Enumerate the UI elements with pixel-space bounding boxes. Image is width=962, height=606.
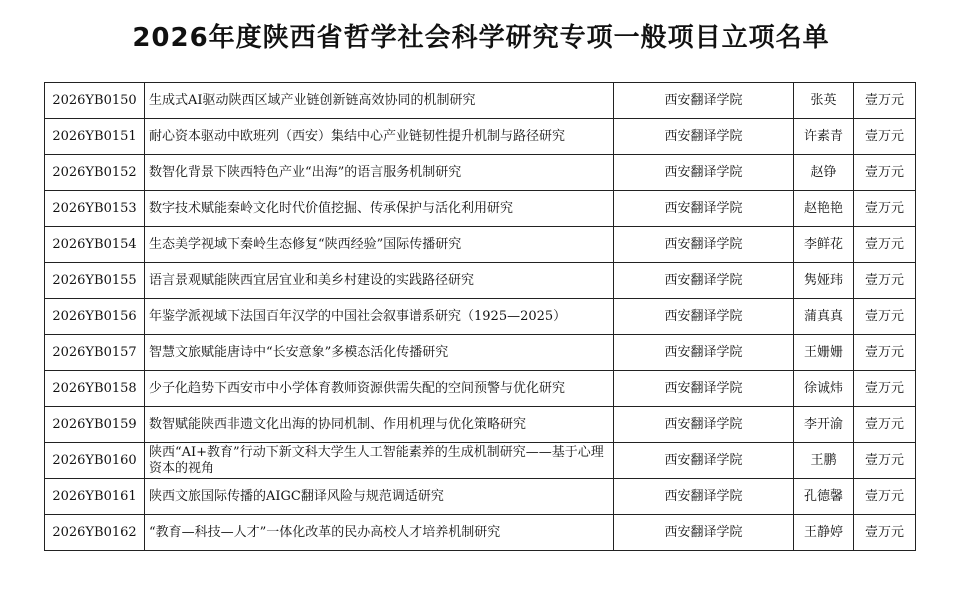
- organization-cell: 西安翻译学院: [614, 479, 794, 515]
- page-title: 2026年度陕西省哲学社会科学研究专项一般项目立项名单: [132, 23, 830, 53]
- organization-cell: 西安翻译学院: [614, 407, 794, 443]
- funding-amount-cell: 壹万元: [854, 227, 916, 263]
- organization-cell: 西安翻译学院: [614, 83, 794, 119]
- organization-cell: 西安翻译学院: [614, 263, 794, 299]
- organization-cell: 西安翻译学院: [614, 227, 794, 263]
- funding-amount-cell: 壹万元: [854, 191, 916, 227]
- table-row: [45, 335, 916, 371]
- principal-investigator-cell: 许素青: [794, 119, 854, 155]
- funding-amount-cell: 壹万元: [854, 119, 916, 155]
- organization-cell: 西安翻译学院: [614, 443, 794, 479]
- organization-cell: 西安翻译学院: [614, 191, 794, 227]
- table-row: [45, 407, 916, 443]
- funding-amount-cell: 壹万元: [854, 83, 916, 119]
- organization-cell: 西安翻译学院: [614, 335, 794, 371]
- project-name-cell: 年鉴学派视域下法国百年汉学的中国社会叙事谱系研究（1925—2025）: [145, 299, 614, 335]
- project-id-cell: 2026YB0152: [45, 155, 145, 191]
- project-id-cell: 2026YB0162: [45, 515, 145, 551]
- funding-amount-cell: 壹万元: [854, 263, 916, 299]
- principal-investigator-cell: 隽娅玮: [794, 263, 854, 299]
- project-name-cell: 智慧文旅赋能唐诗中“长安意象”多模态活化传播研究: [145, 335, 614, 371]
- funding-amount-cell: 壹万元: [854, 479, 916, 515]
- project-name-cell: 耐心资本驱动中欧班列（西安）集结中心产业链韧性提升机制与路径研究: [145, 119, 614, 155]
- project-id-cell: 2026YB0157: [45, 335, 145, 371]
- organization-cell: 西安翻译学院: [614, 515, 794, 551]
- table-row: [45, 443, 916, 479]
- project-name-cell: 数智化背景下陕西特色产业“出海”的语言服务机制研究: [145, 155, 614, 191]
- project-id-cell: 2026YB0158: [45, 371, 145, 407]
- principal-investigator-cell: 孔德馨: [794, 479, 854, 515]
- project-name-cell: 语言景观赋能陕西宜居宜业和美乡村建设的实践路径研究: [145, 263, 614, 299]
- project-id-cell: 2026YB0153: [45, 191, 145, 227]
- principal-investigator-cell: 李鲜花: [794, 227, 854, 263]
- project-id-cell: 2026YB0155: [45, 263, 145, 299]
- project-table-body: [45, 83, 916, 551]
- project-name-cell: 数智赋能陕西非遗文化出海的协同机制、作用机理与优化策略研究: [145, 407, 614, 443]
- principal-investigator-cell: 张英: [794, 83, 854, 119]
- table-row: [45, 371, 916, 407]
- project-name-cell: 陕西“AI+教育”行动下新文科大学生人工智能素养的生成机制研究——基于心理资本的视角: [145, 443, 614, 479]
- funding-amount-cell: 壹万元: [854, 515, 916, 551]
- project-id-cell: 2026YB0161: [45, 479, 145, 515]
- funding-amount-cell: 壹万元: [854, 335, 916, 371]
- project-id-cell: 2026YB0160: [45, 443, 145, 479]
- project-id-cell: 2026YB0154: [45, 227, 145, 263]
- project-name-cell: 陕西文旅国际传播的AIGC翻译风险与规范调适研究: [145, 479, 614, 515]
- funding-amount-cell: 壹万元: [854, 407, 916, 443]
- table-row: [45, 227, 916, 263]
- organization-cell: 西安翻译学院: [614, 119, 794, 155]
- funding-amount-cell: 壹万元: [854, 155, 916, 191]
- principal-investigator-cell: 赵艳艳: [794, 191, 854, 227]
- organization-cell: 西安翻译学院: [614, 371, 794, 407]
- organization-cell: 西安翻译学院: [614, 299, 794, 335]
- funding-amount-cell: 壹万元: [854, 299, 916, 335]
- principal-investigator-cell: 徐诚炜: [794, 371, 854, 407]
- funding-amount-cell: 壹万元: [854, 371, 916, 407]
- table-row: [45, 119, 916, 155]
- table-row: [45, 479, 916, 515]
- project-id-cell: 2026YB0150: [45, 83, 145, 119]
- principal-investigator-cell: 王姗姗: [794, 335, 854, 371]
- project-id-cell: 2026YB0156: [45, 299, 145, 335]
- principal-investigator-cell: 赵铮: [794, 155, 854, 191]
- principal-investigator-cell: 蒲真真: [794, 299, 854, 335]
- funding-amount-cell: 壹万元: [854, 443, 916, 479]
- project-name-cell: 生成式AI驱动陕西区域产业链创新链高效协同的机制研究: [145, 83, 614, 119]
- table-row: [45, 155, 916, 191]
- project-name-cell: 数字技术赋能秦岭文化时代价值挖掘、传承保护与活化利用研究: [145, 191, 614, 227]
- project-name-cell: 少子化趋势下西安市中小学体育教师资源供需失配的空间预警与优化研究: [145, 371, 614, 407]
- organization-cell: 西安翻译学院: [614, 155, 794, 191]
- table-row: [45, 299, 916, 335]
- project-name-cell: 生态美学视域下秦岭生态修复“陕西经验”国际传播研究: [145, 227, 614, 263]
- table-row: [45, 263, 916, 299]
- project-name-cell: “教育—科技—人才”一体化改革的民办高校人才培养机制研究: [145, 515, 614, 551]
- table-row: [45, 83, 916, 119]
- principal-investigator-cell: 王静婷: [794, 515, 854, 551]
- table-row: [45, 515, 916, 551]
- project-id-cell: 2026YB0159: [45, 407, 145, 443]
- project-id-cell: 2026YB0151: [45, 119, 145, 155]
- table-row: [45, 191, 916, 227]
- project-table: [44, 82, 916, 551]
- principal-investigator-cell: 王鹏: [794, 443, 854, 479]
- principal-investigator-cell: 李开渝: [794, 407, 854, 443]
